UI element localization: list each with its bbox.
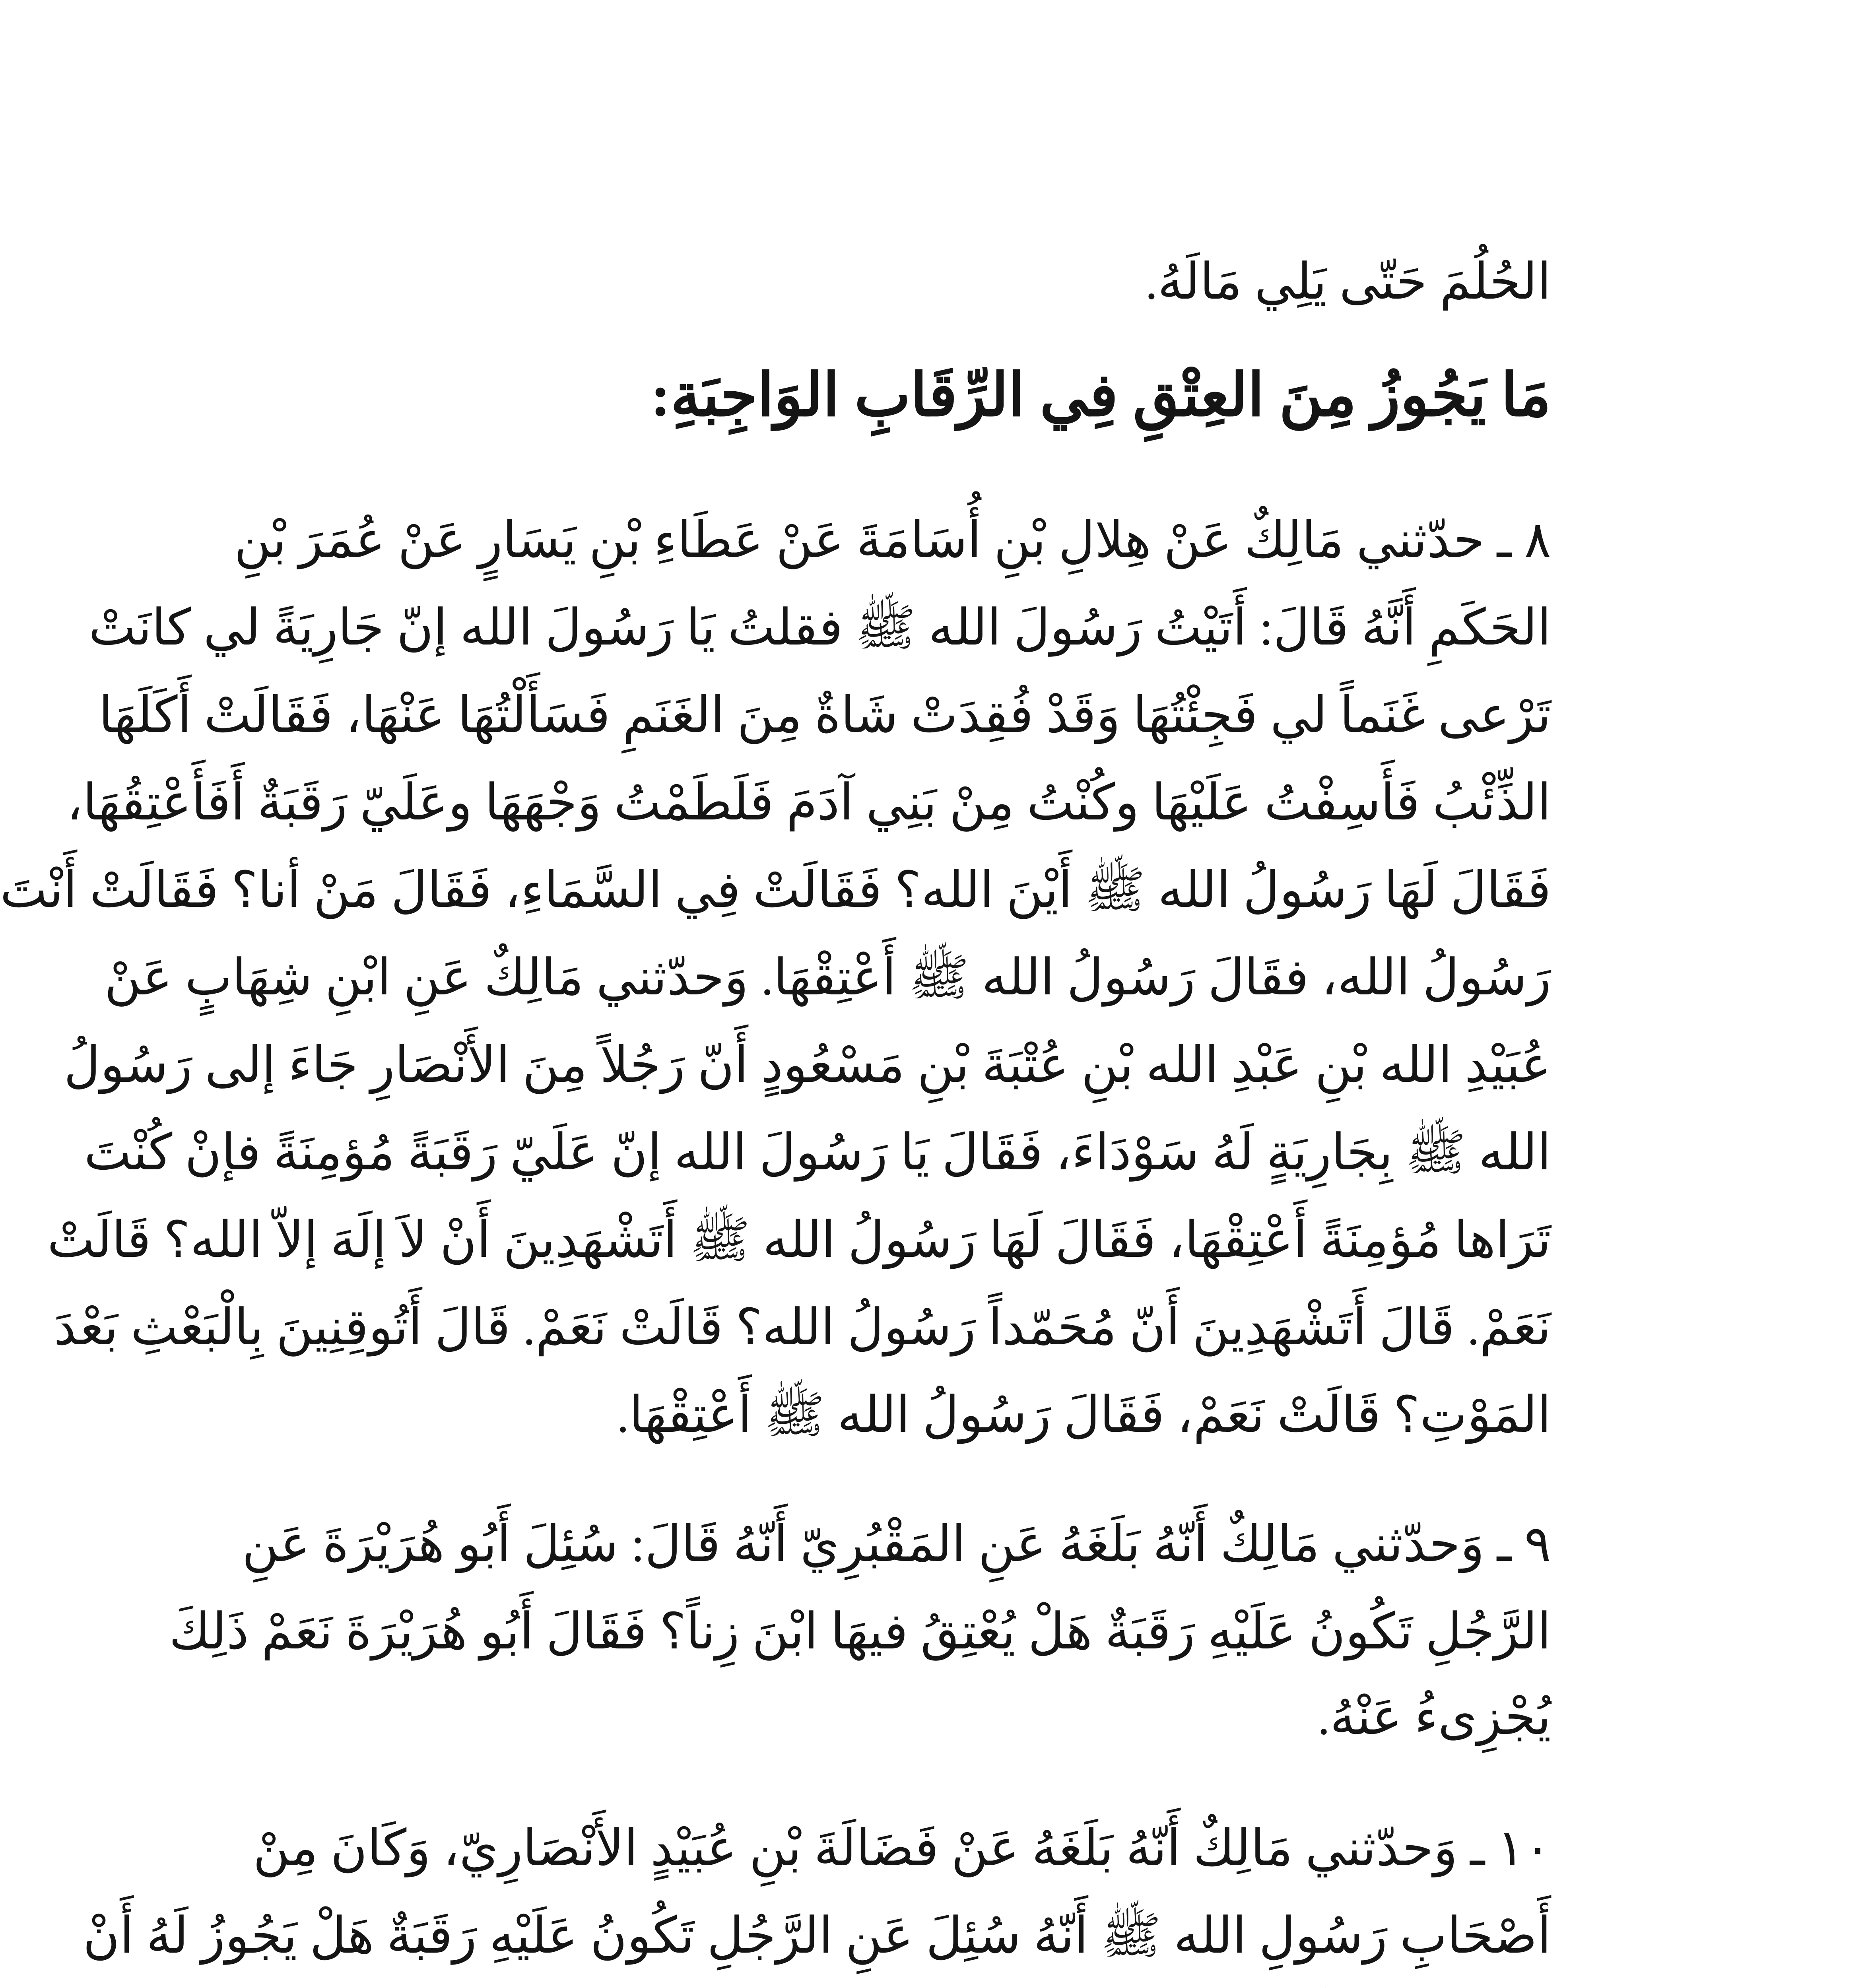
hadith-8-line: عُبَيْدِ الله بْنِ عَبْدِ الله بْنِ عُتْبَةَ بْنِ مَسْعُودٍ أَنّ رَجُلاً مِنَ الأَنْصَارِ جَاءَ إلى رَسُولُ [64,1038,1551,1093]
hadith-8-line: ٨ ـ حدّثني مَالِكٌ عَنْ هِلالِ بْنِ أُسَامَةَ عَنْ عَطَاءِ بْنِ يَسَارٍ عَنْ عُمَرَ بْنِ [234,513,1551,568]
hadith-8-line: فَقَالَ لَهَا رَسُولُ الله ﷺ أَيْنَ الله؟ فَقَالَتْ فِي السَّمَاءِ، فَقَالَ مَنْ أنا؟ فَقَالَتْ أَنْتَ [0,863,1551,918]
hadith-10-line: أَصْحَابِ رَسُولِ الله ﷺ أَنّهُ سُئِلَ عَنِ الرَّجُلِ تَكُونُ عَلَيْهِ رَقَبَةٌ هَلْ يَجُوزُ لَهُ أَنْ [83,1908,1551,1964]
hadith-8-line: تَرْعى غَنَماً لي فَجِئْتُهَا وَقَدْ فُقِدَتْ شَاةٌ مِنَ الغَنَمِ فَسَأَلْتُهَا عَنْهَا، فَقَالَتْ أَكَلَهَا [99,688,1551,743]
hadith-8-line: المَوْتِ؟ قَالَتْ نَعَمْ، فَقَالَ رَسُولُ الله ﷺ أَعْتِقْهَا. [616,1388,1551,1443]
hadith-8-line: تَرَاها مُؤمِنَةً أَعْتِقْهَا، فَقَالَ لَهَا رَسُولُ الله ﷺ أَتَشْهَدِينَ أَنْ لاَ إلَهَ إلاّ الله؟ قَالَتْ [47,1213,1551,1268]
hadith-9-line: يُجْزِىءُ عَنْهُ. [1317,1690,1551,1745]
hadith-8-line: رَسُولُ الله، فقَالَ رَسُولُ الله ﷺ أَعْتِقْهَا. وَحدّثني مَالِكٌ عَنِ ابْنِ شِهَابٍ عَنْ [104,950,1551,1006]
hadith-9-line: ٩ ـ وَحدّثني مَالِكٌ أَنّهُ بَلَغَهُ عَنِ المَقْبُرِيّ أَنّهُ قَالَ: سُئِلَ أَبُو هُرَيْرَةَ عَنِ [242,1517,1551,1572]
continuation-line: الحُلُمَ حَتّى يَلِي مَالَهُ. [1145,254,1551,310]
hadith-8-line: نَعَمْ. قَالَ أَتَشْهَدِينَ أَنّ مُحَمّداً رَسُولُ الله؟ قَالَتْ نَعَمْ. قَالَ أَتُوقِنِينَ بِالْبَعْثِ بَعْدَ [54,1300,1551,1355]
hadith-8-line: الله ﷺ بِجَارِيَةٍ لَهُ سَوْدَاءَ، فَقَالَ يَا رَسُولَ الله إنّ عَلَيّ رَقَبَةً مُؤمِنَةً فإنْ كُنْتَ [84,1125,1551,1180]
hadith-8-line: الحَكَمِ أَنَّهُ قَالَ: أَتَيْتُ رَسُولَ الله ﷺ فقلتُ يَا رَسُولَ الله إنّ جَارِيَةً لي كانَتْ [88,600,1551,656]
hadith-9-line: الرَّجُلِ تَكُونُ عَلَيْهِ رَقَبَةٌ هَلْ يُعْتِقُ فيهَا ابْنَ زِناً؟ فَقَالَ أَبُو هُرَيْرَةَ نَعَمْ ذَلِكَ [169,1604,1551,1660]
hadith-10-line: ١٠ ـ وَحدّثني مَالِكٌ أَنّهُ بَلَغَهُ عَنْ فَضَالَةَ بْنِ عُبَيْدٍ الأَنْصَارِيّ، وَكَانَ مِنْ [253,1821,1551,1876]
hadith-8-line: الذِّئْبُ فَأَسِفْتُ عَلَيْهَا وكُنْتُ مِنْ بَنِي آدَمَ فَلَطَمْتُ وَجْهَهَا وعَلَيّ رَقَبَةٌ أَفَأَعْتِقُهَا، [66,775,1551,831]
section-heading: مَا يَجُوزُ مِنَ العِتْقِ فِي الرِّقَابِ الوَاجِبَةِ: [650,363,1551,429]
